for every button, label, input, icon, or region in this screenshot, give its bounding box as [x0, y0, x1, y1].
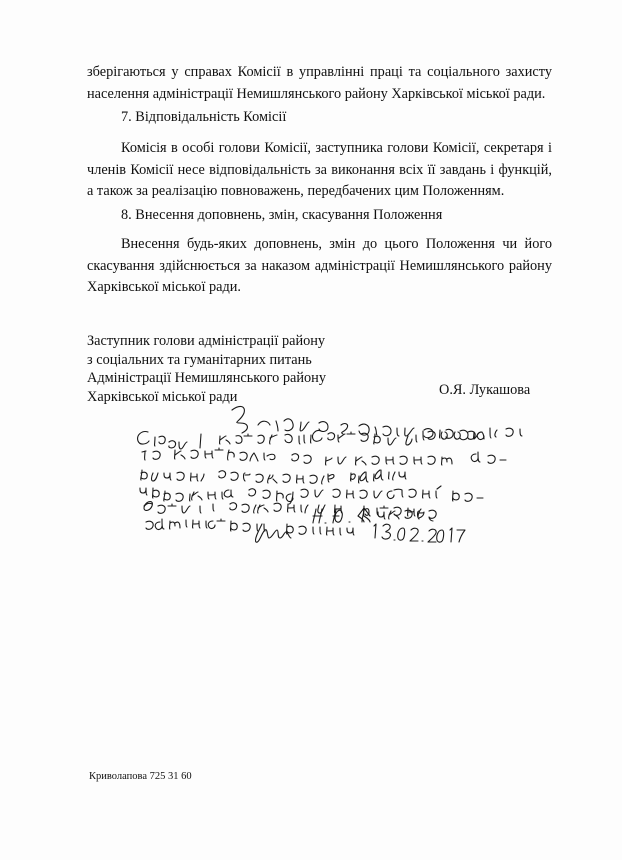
signature-title-line: Заступник голови адміністрації району [87, 333, 326, 349]
handwritten-signature [255, 524, 291, 542]
handwritten-line [232, 406, 484, 439]
footer-contact: Криволапова 725 31 60 [89, 771, 192, 782]
section-7-body: Комісія в особі голови Комісії, заступника голови Комісії, секретаря і членів Комісії несе відповідальність за виконання всіх її завдань і функцій, а також за реалізацію повноважень, передбачених цим Положенням. [87, 140, 552, 199]
signature-block [87, 332, 326, 406]
handwritten-date [374, 524, 465, 542]
handwritten-line [138, 428, 522, 449]
handwritten-line [146, 519, 354, 535]
section-8-body: Внесення будь-яких доповнень, змін до цього Положення чи його скасування здійснюється за наказом адміністрації Немишлянського району Харківської міської ради. [87, 236, 552, 295]
handwritten-line [141, 470, 406, 484]
signatory-name: О.Я. Лукашова [439, 382, 531, 398]
signature-title-line: з соціальних та гуманітарних питань [87, 351, 312, 368]
handwritten-line [144, 502, 421, 518]
signature-title-line: Адміністрації Немишлянського району [87, 370, 326, 386]
handwritten-signer-name [313, 508, 436, 523]
section-8-heading: 8. Внесення доповнень, змін, скасування Положення [121, 207, 443, 223]
handwritten-line [140, 486, 483, 504]
signature-title-line: Харківської міської ради [87, 388, 238, 405]
section-7-heading: 7. Відповідальність Комісії [121, 109, 287, 125]
continuation-paragraph: зберігаються у справах Комісії в управлінні праці та соціального захисту населення адміністрації Немишлянського району Харківської міської ради. [87, 64, 552, 102]
handwritten-line [142, 448, 506, 465]
